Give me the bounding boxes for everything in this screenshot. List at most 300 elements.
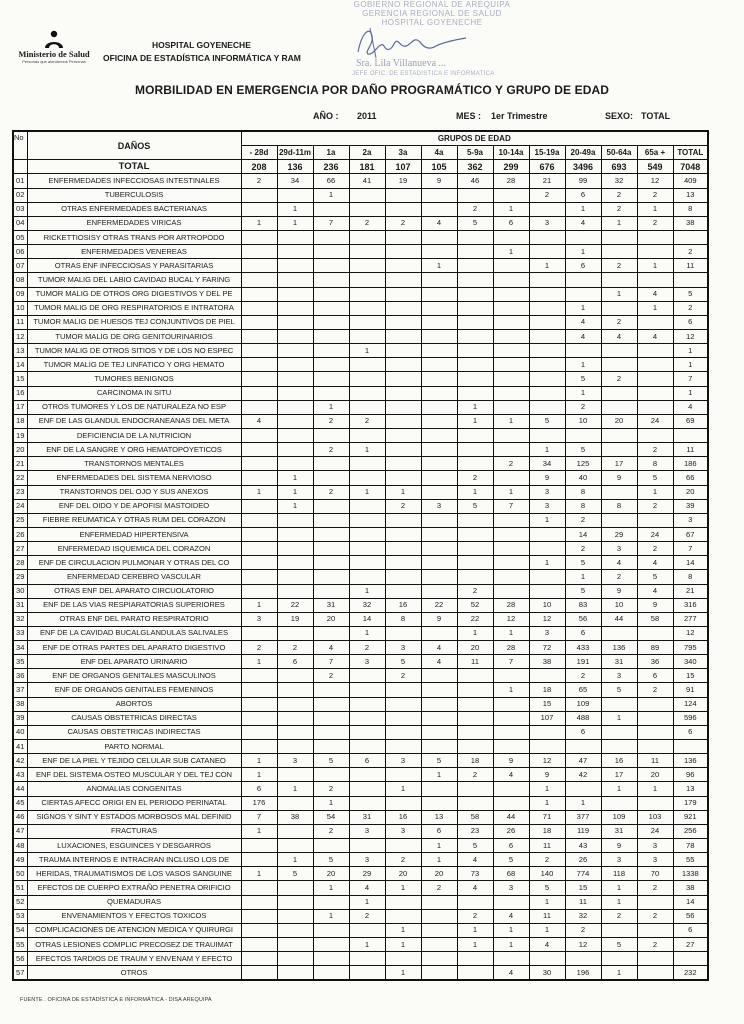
row-number: 06 [13, 245, 27, 259]
count-cell: 1 [241, 754, 277, 768]
count-cell [421, 923, 457, 937]
count-cell: 1 [349, 485, 385, 499]
count-cell [241, 542, 277, 556]
count-cell: 31 [601, 655, 637, 669]
count-cell [241, 329, 277, 343]
count-cell [457, 259, 493, 273]
count-cell [385, 740, 421, 754]
count-cell: 20 [637, 768, 673, 782]
count-cell: 3 [601, 853, 637, 867]
count-cell: 1 [565, 358, 601, 372]
table-row [13, 655, 708, 669]
count-cell [241, 881, 277, 895]
disease-name: LUXACIONES, ESGUINCES Y DESGARROS [27, 839, 241, 853]
count-cell: 3 [241, 612, 277, 626]
count-cell [601, 245, 637, 259]
count-cell [529, 230, 565, 244]
count-cell [241, 273, 277, 287]
count-cell: 1 [241, 655, 277, 669]
row-number: 53 [13, 909, 27, 923]
row-total-cell: 7 [673, 372, 708, 386]
source-footer: FUENTE . OFICINA DE ESTADÍSTICA E INFORMÁTICA - DISA AREQUIPA [20, 997, 212, 1003]
count-cell: 8 [565, 499, 601, 513]
table-row [13, 372, 708, 386]
count-cell: 3 [637, 839, 673, 853]
disease-name: TUMOR MALIG DE ORG GENITOURINARIOS [27, 329, 241, 343]
count-cell [421, 513, 457, 527]
count-cell [637, 428, 673, 442]
table-row [13, 641, 708, 655]
disease-name: ENFERMEDAD CEREBRO VASCULAR [27, 570, 241, 584]
disease-name: TRAUMA INTERNOS E INTRACRAN INCLUSO LOS DE [27, 853, 241, 867]
count-cell: 56 [565, 612, 601, 626]
table-row [13, 485, 708, 499]
count-cell [529, 245, 565, 259]
count-cell [385, 457, 421, 471]
count-cell [241, 428, 277, 442]
count-cell [601, 301, 637, 315]
count-cell [457, 740, 493, 754]
count-cell: 2 [349, 216, 385, 230]
count-cell: 12 [565, 938, 601, 952]
count-cell: 15 [529, 697, 565, 711]
count-cell [277, 938, 313, 952]
table-row [13, 740, 708, 754]
ministry-logo [14, 30, 94, 64]
row-number: 28 [13, 556, 27, 570]
count-cell: 6 [565, 188, 601, 202]
count-cell [241, 853, 277, 867]
count-cell: 4 [421, 655, 457, 669]
count-cell [313, 740, 349, 754]
count-cell [493, 428, 529, 442]
count-cell: 1 [601, 782, 637, 796]
count-cell: 40 [565, 471, 601, 485]
total-row [13, 160, 708, 174]
count-cell: 42 [565, 768, 601, 782]
count-cell [637, 895, 673, 909]
disease-name: OTRAS ENF DEL PARATO RESPIRATORIO [27, 612, 241, 626]
count-cell [565, 740, 601, 754]
count-cell [349, 966, 385, 981]
count-cell [277, 570, 313, 584]
count-cell: 20 [421, 867, 457, 881]
count-cell [493, 230, 529, 244]
row-total-cell: 1338 [673, 867, 708, 881]
disease-name: EFECTOS DE CUERPO EXTRAÑO PENETRA ORIFICIO [27, 881, 241, 895]
count-cell: 2 [601, 259, 637, 273]
count-cell [277, 400, 313, 414]
count-cell [385, 259, 421, 273]
count-cell [385, 895, 421, 909]
count-cell [637, 400, 673, 414]
count-cell: 1 [637, 485, 673, 499]
count-cell [349, 301, 385, 315]
count-cell: 1 [601, 711, 637, 725]
total-cell: 136 [277, 160, 313, 174]
count-cell: 7 [493, 655, 529, 669]
count-cell [493, 259, 529, 273]
stamp-line-1: GOBIERNO REGIONAL DE AREQUIPA [353, 0, 511, 9]
row-total-cell: 6 [673, 315, 708, 329]
count-cell [385, 428, 421, 442]
count-cell [637, 358, 673, 372]
count-cell: 1 [385, 938, 421, 952]
row-total-cell: 15 [673, 669, 708, 683]
count-cell: 2 [565, 542, 601, 556]
count-cell: 10 [565, 414, 601, 428]
count-cell: 140 [529, 867, 565, 881]
table-row [13, 230, 708, 244]
count-cell [277, 711, 313, 725]
count-cell [493, 400, 529, 414]
row-number: 37 [13, 683, 27, 697]
count-cell: 1 [385, 881, 421, 895]
count-cell [421, 556, 457, 570]
count-cell [457, 683, 493, 697]
count-cell [277, 669, 313, 683]
total-cell: 362 [457, 160, 493, 174]
count-cell: 2 [313, 414, 349, 428]
count-cell [637, 230, 673, 244]
table-row [13, 471, 708, 485]
count-cell: 5 [529, 881, 565, 895]
table-row [13, 966, 708, 981]
count-cell: 2 [637, 938, 673, 952]
count-cell: 1 [385, 966, 421, 981]
row-total-cell: 1 [673, 386, 708, 400]
table-row [13, 725, 708, 739]
count-cell [349, 725, 385, 739]
row-total-cell: 6 [673, 725, 708, 739]
count-cell [241, 443, 277, 457]
count-cell: 32 [565, 909, 601, 923]
count-cell: 4 [493, 909, 529, 923]
row-number: 04 [13, 216, 27, 230]
count-cell: 2 [349, 909, 385, 923]
count-cell [601, 428, 637, 442]
row-number: 48 [13, 839, 27, 853]
count-cell: 2 [637, 683, 673, 697]
count-cell: 1 [349, 443, 385, 457]
count-cell: 12 [529, 754, 565, 768]
count-cell: 1 [277, 216, 313, 230]
count-cell [313, 711, 349, 725]
count-cell [277, 301, 313, 315]
count-cell: 3 [601, 542, 637, 556]
count-cell: 28 [493, 641, 529, 655]
count-cell [457, 245, 493, 259]
count-cell [529, 428, 565, 442]
count-cell [277, 725, 313, 739]
disease-name: FRACTURAS [27, 824, 241, 838]
count-cell: 4 [529, 938, 565, 952]
count-cell: 46 [457, 174, 493, 188]
count-cell: 3 [385, 641, 421, 655]
row-total-cell: 39 [673, 499, 708, 513]
table-row [13, 174, 708, 188]
count-cell: 2 [601, 372, 637, 386]
count-cell: 31 [601, 824, 637, 838]
count-cell [313, 570, 349, 584]
count-cell [493, 315, 529, 329]
count-cell [241, 556, 277, 570]
count-cell: 4 [421, 641, 457, 655]
count-cell [421, 457, 457, 471]
row-total-cell: 13 [673, 782, 708, 796]
count-cell: 3 [493, 881, 529, 895]
count-cell: 1 [601, 216, 637, 230]
count-cell: 1 [457, 400, 493, 414]
count-cell: 1 [457, 923, 493, 937]
disease-name: ENF DE LA PIEL Y TEJIDO CELULAR SUB CATANEO [27, 754, 241, 768]
stamp-line-3: HOSPITAL GOYENECHE [381, 18, 483, 27]
count-cell: 41 [349, 174, 385, 188]
age-group-header: 2a [349, 146, 385, 160]
count-cell [277, 683, 313, 697]
count-cell: 1 [349, 895, 385, 909]
row-total-cell: 13 [673, 188, 708, 202]
count-cell [385, 230, 421, 244]
count-cell [493, 895, 529, 909]
age-group-header: 4a [421, 146, 457, 160]
count-cell [349, 952, 385, 966]
table-row [13, 499, 708, 513]
disease-name: OTROS [27, 966, 241, 981]
count-cell [277, 556, 313, 570]
count-cell [565, 344, 601, 358]
count-cell: 11 [457, 655, 493, 669]
age-group-header: - 28d [241, 146, 277, 160]
count-cell [457, 188, 493, 202]
count-cell: 2 [637, 499, 673, 513]
count-cell [349, 796, 385, 810]
table-row [13, 711, 708, 725]
disease-name: ENF DEL OIDO Y DE APOFISI MASTOIDEO [27, 499, 241, 513]
count-cell [313, 768, 349, 782]
row-number: 25 [13, 513, 27, 527]
count-cell: 6 [493, 216, 529, 230]
count-cell: 1 [385, 485, 421, 499]
disease-name: ENF DE CIRCULACION PULMONAR Y OTRAS DEL CO [27, 556, 241, 570]
count-cell [313, 386, 349, 400]
row-number: 14 [13, 358, 27, 372]
count-cell: 1 [421, 839, 457, 853]
count-cell [637, 513, 673, 527]
count-cell [277, 796, 313, 810]
count-cell: 4 [421, 216, 457, 230]
count-cell [277, 542, 313, 556]
count-cell [349, 513, 385, 527]
count-cell [241, 697, 277, 711]
table-row [13, 938, 708, 952]
count-cell: 22 [277, 598, 313, 612]
age-group-header: 65a + [637, 146, 673, 160]
count-cell [313, 329, 349, 343]
count-cell: 14 [565, 527, 601, 541]
age-group-header: 29d-11m [277, 146, 313, 160]
row-number: 33 [13, 626, 27, 640]
table-row [13, 923, 708, 937]
count-cell [421, 966, 457, 981]
count-cell [277, 740, 313, 754]
count-cell: 5 [385, 655, 421, 669]
count-cell [493, 513, 529, 527]
count-cell [349, 542, 385, 556]
table-row [13, 245, 708, 259]
row-total-cell: 277 [673, 612, 708, 626]
age-group-header: 5-9a [457, 146, 493, 160]
row-total-cell: 11 [673, 259, 708, 273]
table-row [13, 202, 708, 216]
count-cell [529, 202, 565, 216]
count-cell [241, 669, 277, 683]
count-cell [637, 725, 673, 739]
row-number: 34 [13, 641, 27, 655]
count-cell: 16 [385, 598, 421, 612]
row-number: 30 [13, 584, 27, 598]
count-cell: 58 [637, 612, 673, 626]
count-cell: 28 [493, 174, 529, 188]
count-cell: 5 [457, 839, 493, 853]
row-total-cell: 6 [673, 923, 708, 937]
count-cell [529, 725, 565, 739]
count-cell [493, 527, 529, 541]
count-cell [277, 966, 313, 981]
total-cell: 105 [421, 160, 457, 174]
count-cell: 4 [637, 584, 673, 598]
row-total-cell: 14 [673, 556, 708, 570]
count-cell: 103 [637, 810, 673, 824]
count-cell [241, 372, 277, 386]
count-cell [601, 443, 637, 457]
count-cell: 2 [565, 923, 601, 937]
table-row [13, 344, 708, 358]
count-cell [385, 683, 421, 697]
row-number: 52 [13, 895, 27, 909]
count-cell [421, 909, 457, 923]
table-row [13, 570, 708, 584]
count-cell [601, 725, 637, 739]
row-number: 19 [13, 428, 27, 442]
count-cell [421, 485, 457, 499]
count-cell [637, 626, 673, 640]
count-cell [241, 499, 277, 513]
count-cell [601, 952, 637, 966]
count-cell [493, 443, 529, 457]
count-cell [493, 344, 529, 358]
count-cell: 2 [601, 570, 637, 584]
row-total-cell: 67 [673, 527, 708, 541]
count-cell: 12 [529, 612, 565, 626]
count-cell [529, 669, 565, 683]
count-cell [313, 428, 349, 442]
count-cell [313, 938, 349, 952]
count-cell: 18 [529, 824, 565, 838]
row-number: 31 [13, 598, 27, 612]
count-cell [493, 584, 529, 598]
count-cell: 23 [457, 824, 493, 838]
count-cell [277, 414, 313, 428]
row-total-cell [673, 952, 708, 966]
count-cell [241, 358, 277, 372]
count-cell: 1 [385, 782, 421, 796]
count-cell [529, 358, 565, 372]
count-cell: 1 [637, 202, 673, 216]
disease-name: ENF DEL SISTEMA OSTEO MUSCULAR Y DEL TEJ CON [27, 768, 241, 782]
count-cell: 377 [565, 810, 601, 824]
count-cell [529, 952, 565, 966]
row-number: 47 [13, 824, 27, 838]
count-cell: 125 [565, 457, 601, 471]
count-cell [349, 697, 385, 711]
count-cell: 5 [637, 570, 673, 584]
count-cell [277, 895, 313, 909]
count-cell: 2 [313, 669, 349, 683]
row-total-cell: 596 [673, 711, 708, 725]
count-cell [637, 273, 673, 287]
count-cell [277, 909, 313, 923]
table-row [13, 810, 708, 824]
count-cell: 21 [529, 174, 565, 188]
row-number: 39 [13, 711, 27, 725]
count-cell [457, 344, 493, 358]
count-cell: 4 [565, 216, 601, 230]
count-cell: 11 [637, 754, 673, 768]
count-cell: 1 [421, 768, 457, 782]
row-number: 07 [13, 259, 27, 273]
count-cell: 2 [601, 315, 637, 329]
month-value: 1er Trimestre [491, 111, 548, 121]
table-row [13, 542, 708, 556]
count-cell [421, 740, 457, 754]
disease-name: ENFERMEDAD ISQUEMICA DEL CORAZON [27, 542, 241, 556]
count-cell: 72 [529, 641, 565, 655]
count-cell: 118 [601, 867, 637, 881]
count-cell: 3 [385, 824, 421, 838]
count-cell [601, 626, 637, 640]
count-cell [241, 202, 277, 216]
count-cell: 5 [457, 216, 493, 230]
count-cell: 1 [565, 796, 601, 810]
count-cell [277, 513, 313, 527]
row-total-cell: 3 [673, 513, 708, 527]
count-cell: 1 [529, 782, 565, 796]
total-cell: 236 [313, 160, 349, 174]
count-cell [349, 669, 385, 683]
count-cell [601, 740, 637, 754]
row-number: 02 [13, 188, 27, 202]
row-total-cell [673, 428, 708, 442]
count-cell [277, 329, 313, 343]
count-cell [349, 782, 385, 796]
count-cell: 32 [601, 174, 637, 188]
count-cell [277, 315, 313, 329]
count-cell: 774 [565, 867, 601, 881]
age-group-header: 20-49a [565, 146, 601, 160]
count-cell: 2 [457, 471, 493, 485]
count-cell: 2 [313, 485, 349, 499]
count-cell [277, 824, 313, 838]
count-cell [565, 782, 601, 796]
row-total-cell: 78 [673, 839, 708, 853]
count-cell [421, 895, 457, 909]
count-cell: 7 [313, 655, 349, 669]
count-cell: 2 [313, 443, 349, 457]
count-cell [457, 428, 493, 442]
count-cell [277, 230, 313, 244]
count-cell [529, 344, 565, 358]
